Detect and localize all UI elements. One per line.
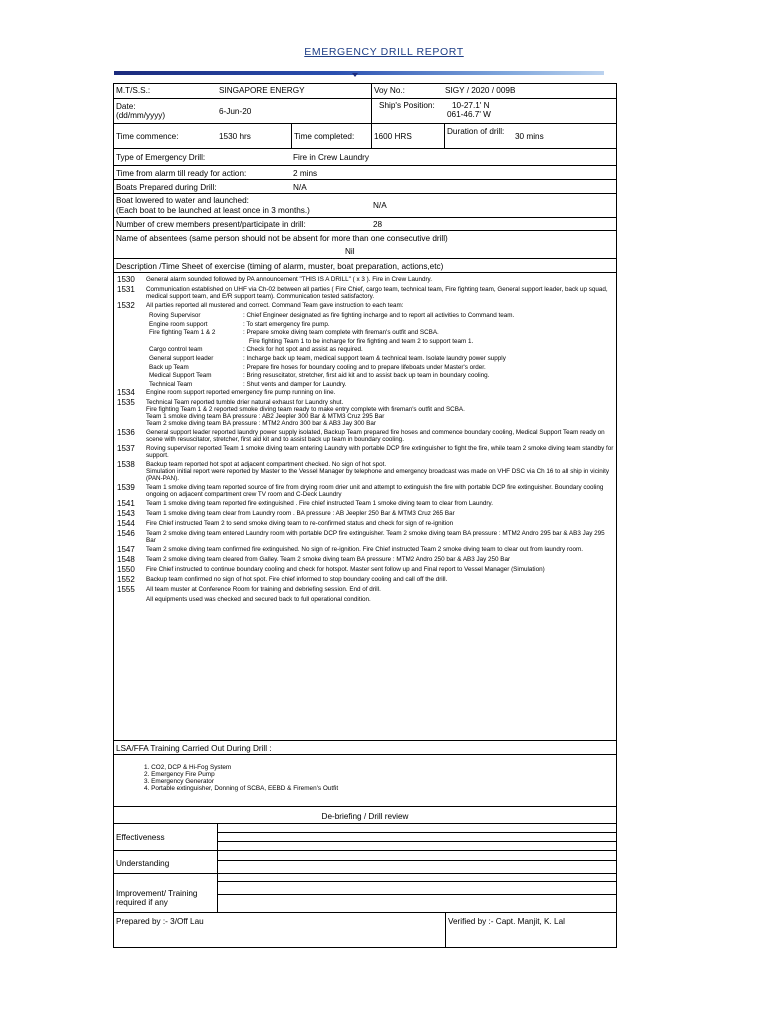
log-text: Fire Chief instructed Team 2 to send smoke diving team to re-confirmed status and check for sign of re-ignition	[146, 520, 454, 528]
log-time: 1534	[117, 388, 135, 398]
log-entry-1537	[117, 445, 614, 459]
commence-label-cell	[114, 124, 217, 148]
role-name: Roving Supervisor	[149, 312, 201, 319]
log-time: 1538	[117, 460, 135, 470]
boats-label: Boats Prepared during Drill:	[116, 183, 217, 192]
commence-label: Time commence:	[116, 132, 179, 141]
effectiveness-rule	[218, 841, 616, 842]
date-label: Date:	[116, 102, 136, 111]
role-name: Fire fighting Team 1 & 2	[149, 329, 216, 337]
role-text: Fire fighting Team 1 to be incharge for fire fighting and team 2 to support team 1.	[249, 337, 474, 345]
alarm-row	[114, 166, 616, 180]
improvement-rule	[218, 894, 616, 895]
absentees-value: Nil	[345, 247, 355, 256]
log-text: General support leader reported laundry power supply isolated, Backup Team prepared fire hoses and commence boundary cooling, Medical Support Team ready on scene with resuscitator, stretcher, first aid kit and to assist back up team in boundary cooling.	[146, 429, 605, 444]
verified-by: Verified by :- Capt. Manjit, K. Lal	[448, 917, 565, 926]
verified-cell	[445, 913, 616, 947]
effectiveness-rule	[218, 832, 616, 833]
role-name: Cargo control team	[149, 346, 203, 354]
log-text: Team 1 smoke diving team reported fire extinguished . Fire chief instructed Team 1 smoke diving team to clear from Laundry.	[146, 500, 493, 508]
log-entry-1555	[117, 586, 614, 594]
description-label: Description /Time Sheet of exercise (timing of alarm, muster, boat preparation, actions,etc)	[116, 262, 444, 271]
role-text: : Prepare smoke diving team complete with fireman's outfit and SCBA.	[243, 329, 439, 337]
log-entry-1536	[117, 429, 614, 443]
drill-type-label: Type of Emergency Drill:	[116, 153, 206, 162]
lowered-label: Boat lowered to water and launched:	[116, 196, 249, 205]
duration-label: Duration of drill:	[447, 127, 505, 136]
voy-label: Voy No.:	[374, 86, 405, 95]
effectiveness-label: Effectiveness	[116, 833, 165, 842]
title-underline-bar	[114, 71, 604, 75]
role-text: : Chief Engineer designated as fire fighting incharge and to report all activities to Command team.	[243, 312, 515, 319]
understanding-label: Understanding	[116, 859, 170, 868]
log-time: 1546	[117, 529, 135, 539]
role-engine-room	[117, 321, 614, 328]
improvement-note: required if any	[116, 898, 168, 907]
log-time: 1555	[117, 585, 135, 595]
role-name: Medical Support Team	[149, 372, 212, 380]
log-entry-1552	[117, 576, 614, 584]
role-text: : Shut vents and damper for Laundry.	[243, 380, 347, 388]
lowered-value: N/A	[373, 201, 387, 210]
alarm-label: Time from alarm till ready for action:	[116, 169, 247, 178]
drill-type-row	[114, 149, 616, 166]
log-time	[117, 596, 146, 603]
understanding-input[interactable]	[217, 851, 616, 873]
improvement-rule	[218, 881, 616, 882]
improvement-label-cell	[114, 874, 217, 912]
absentees-row	[114, 231, 616, 259]
date-value: 6-Jun-20	[219, 107, 252, 116]
duration-value: 30 mins	[515, 132, 544, 141]
log-text: Team 1 smoke diving team clear from Laundry room . BA pressure : AB Jeepler 250 Bar & MTM3 Cruz 265 Bar	[146, 510, 455, 518]
log-time: 1532	[117, 301, 135, 310]
lsa-header-row	[114, 741, 616, 755]
role-text: : Incharge back up team, medical support team & technical team. Isolate laundry power supply	[243, 354, 506, 362]
log-time: 1541	[117, 499, 135, 509]
mts-label-cell	[114, 84, 217, 98]
lowered-note: (Each boat to be launched at least once in 3 months.)	[116, 206, 310, 215]
description-header-row	[114, 259, 616, 273]
voy-value: SIGY / 2020 / 009B	[445, 86, 516, 95]
log-time: 1552	[117, 575, 135, 585]
log-text: Team 2 smoke diving team BA pressure : MTM2 Andro 300 bar & AB3 Jay 300 Bar	[146, 420, 376, 428]
completed-label: Time completed:	[294, 132, 355, 141]
role-general-support	[117, 355, 614, 362]
crew-label: Number of crew members present/participate in drill:	[116, 220, 306, 229]
debrief-header-row	[114, 807, 616, 824]
log-entry-1539	[117, 484, 614, 498]
log-time: 1537	[117, 444, 135, 454]
lsa-label: LSA/FFA Training Carried Out During Drill :	[116, 744, 272, 753]
log-entry-1548	[117, 556, 614, 564]
date-format-label: (dd/mm/yyyy)	[116, 111, 166, 120]
log-time: 1536	[117, 428, 135, 438]
time-sheet-log	[114, 273, 616, 603]
log-text: Engine room support reported emergency fire pump running on line.	[146, 389, 336, 397]
lsa-list	[114, 755, 616, 792]
time-row	[114, 124, 616, 149]
log-text: Communication established on UHF via Ch-02 between all parties ( Fire Chief, cargo team, technical team, Fire fighting team, General support leader, back up squad, medical support team, and E/R support team). Communication tested satisfactory.	[146, 286, 608, 300]
understanding-row	[114, 851, 616, 874]
mts-label: M.T/S.S.:	[116, 86, 151, 95]
log-text: All parties reported all mustered and correct. Command Team gave instruction to each team:	[146, 302, 404, 309]
log-entry-1532	[117, 302, 614, 310]
crew-value: 28	[373, 220, 383, 229]
log-text: Roving supervisor reported Team 1 smoke diving team entering Laundry with portable DCP fire extinguisher to fight the fire, while team 2 smoke diving team standby for support.	[146, 445, 614, 460]
log-entry-1531	[117, 286, 614, 300]
understanding-rule	[218, 860, 616, 861]
lsa-item: 4. Portable extinguisher, Donning of SCBA, EEBD & Firemen's Outfit	[144, 785, 339, 792]
role-medical	[117, 372, 614, 379]
log-time: 1531	[117, 285, 135, 294]
role-name: Technical Team	[149, 380, 193, 388]
debrief-label: De-briefing / Drill review	[321, 812, 409, 821]
commence-value: 1530 hrs	[219, 132, 251, 141]
understanding-label-cell	[114, 851, 217, 873]
position-cell	[371, 99, 616, 123]
completed-value: 1600 HRS	[374, 132, 412, 141]
voy-label-cell	[371, 84, 443, 98]
prepared-by: Prepared by :- 3/Off Lau	[116, 917, 204, 926]
role-cargo	[117, 346, 614, 353]
log-text: Team 1 smoke diving team reported source of fire from drying room drier unit and attempt to extinguish the fire with portable DCP fire extinguisher. Boundary cooling ongoing on adjacent compartment crew TV room and C-Deck Laundry	[146, 484, 604, 499]
log-text: Team 2 smoke diving team cleared from Galley. Team 2 smoke diving team BA pressure : MTM2 Andro 250 bar & AB3 Jay 250 Bar	[146, 556, 511, 564]
role-fire-fighting	[117, 329, 614, 336]
log-time: 1548	[117, 555, 135, 565]
drill-type-value: Fire in Crew Laundry	[293, 153, 369, 162]
role-backup	[117, 364, 614, 371]
log-entry-1546	[117, 530, 614, 544]
absentees-label: Name of absentees (same person should not be absent for more than one consecutive drill)	[116, 234, 448, 243]
log-entry-1535	[117, 399, 614, 427]
log-entry-final	[117, 596, 614, 603]
role-technical	[117, 381, 614, 388]
log-entry-1547	[117, 546, 614, 554]
lsa-item: 1. CO2, DCP & Hi-Fog System	[144, 764, 232, 771]
effectiveness-input[interactable]	[217, 824, 616, 850]
report-title: EMERGENCY DRILL REPORT	[304, 46, 464, 58]
log-time: 1543	[117, 509, 135, 519]
role-text: : Prepare fire hoses for boundary cooling and to prepare lifeboats under Master's order.	[243, 363, 486, 371]
duration-cell	[444, 124, 616, 148]
date-value-cell	[217, 99, 371, 123]
position-lon: 061-46.7' W	[447, 110, 491, 119]
time-sheet	[114, 273, 616, 741]
log-text: All team muster at Conference Room for training and debriefing session. End of drill.	[146, 586, 381, 594]
log-text: Team 1 smoke diving team BA pressure : AB2 Jeepler 300 Bar & MTM3 Cruz 295 Bar	[146, 413, 385, 421]
position-label: Ship's Position:	[379, 101, 435, 110]
log-entry-1544	[117, 520, 614, 528]
log-time: 1544	[117, 519, 135, 529]
role-fire-fighting-note	[117, 338, 614, 345]
effectiveness-label-cell	[114, 824, 217, 850]
role-name: Back up Team	[149, 363, 189, 371]
role-roving	[117, 312, 614, 319]
mts-value-cell	[217, 84, 371, 98]
log-entry-1534	[117, 389, 614, 397]
commence-value-cell	[217, 124, 291, 148]
log-text: Backup team confirmed no sign of hot spot. Fire chief informed to stop boundary cooling and call off the drill.	[146, 576, 448, 584]
date-row	[114, 99, 616, 124]
log-text: Backup team reported hot spot at adjacent compartment checked. No sign of hot spot.	[146, 461, 387, 469]
role-name: General support leader	[149, 354, 214, 362]
log-entry-1538	[117, 461, 614, 482]
improvement-label: Improvement/ Training	[116, 889, 198, 898]
lowered-row	[114, 194, 616, 218]
completed-label-cell	[291, 124, 371, 148]
log-text: General alarm sounded followed by PA announcement "THIS IS A DRILL" ( x 3 ). Fire in Crew Laundry.	[146, 276, 432, 283]
crew-row	[114, 218, 616, 231]
log-entry-1541	[117, 500, 614, 508]
lsa-items-row	[114, 755, 616, 807]
log-text: All equipments used was checked and secured back to full operational condition.	[146, 596, 371, 604]
log-entry-1530	[117, 276, 614, 284]
log-time: 1547	[117, 545, 135, 555]
log-time: 1530	[117, 275, 135, 284]
lsa-item: 2. Emergency Fire Pump	[144, 771, 215, 778]
prepared-cell	[114, 913, 445, 947]
improvement-row	[114, 874, 616, 913]
boats-value: N/A	[293, 183, 307, 192]
bar-arrow-icon	[352, 73, 358, 77]
log-time: 1535	[117, 398, 135, 408]
log-text: Team 2 smoke diving team entered Laundry room with portable DCP fire extinguisher. Team 2 smoke diving team BA pressure : MTM2 Andro 295 bar & AB3 Jay 295 Bar	[146, 530, 605, 545]
log-text: Technical Team reported tumble drier natural exhaust for Laundry shut.	[146, 399, 344, 407]
position-lat: 10-27.1' N	[452, 101, 490, 110]
log-text: Fire fighting Team 1 & 2 reported smoke diving team ready to make entry complete with fireman's outfit and SCBA.	[146, 406, 465, 414]
boats-row	[114, 180, 616, 194]
completed-value-cell	[371, 124, 444, 148]
lsa-item: 3. Emergency Generator	[144, 778, 214, 785]
role-text: : Bring resuscitator, stretcher, first aid kit and to assist back up team in boundary cooling.	[243, 372, 490, 380]
log-text: Team 2 smoke diving team confirmed fire extinguished. No sign of re-ignition. Fire Chief instructed Team 2 smoke diving team to clear out from laundry room.	[146, 546, 584, 554]
report-sheet	[113, 83, 617, 948]
log-time: 1550	[117, 565, 135, 575]
log-entry-1543	[117, 510, 614, 518]
role-name: Engine room support	[149, 320, 208, 328]
role-text: : Check for hot spot and assist as required.	[243, 346, 363, 354]
improvement-input[interactable]	[217, 874, 616, 912]
log-entry-1550	[117, 566, 614, 574]
role-text: : To start emergency fire pump.	[243, 320, 330, 328]
log-text: Fire Chief instructed to continue boundary cooling and check for hotspot. Master sent follow up and Final report to Vessel Manager (Simulation)	[146, 566, 545, 574]
mts-value: SINGAPORE ENERGY	[219, 86, 305, 95]
log-text: Simulation initial report were reported by Master to the Vessel Manager by telephone and emergency broadcast was made on VHF DSC via Ch 16 to all ship in vicinity (PAN-PAN).	[146, 468, 610, 483]
vessel-row	[114, 84, 616, 99]
signature-row	[114, 913, 616, 947]
alarm-value: 2 mins	[293, 169, 318, 178]
effectiveness-row	[114, 824, 616, 851]
log-time: 1539	[117, 483, 135, 493]
voy-value-cell	[443, 84, 616, 98]
date-label-cell	[114, 99, 217, 123]
